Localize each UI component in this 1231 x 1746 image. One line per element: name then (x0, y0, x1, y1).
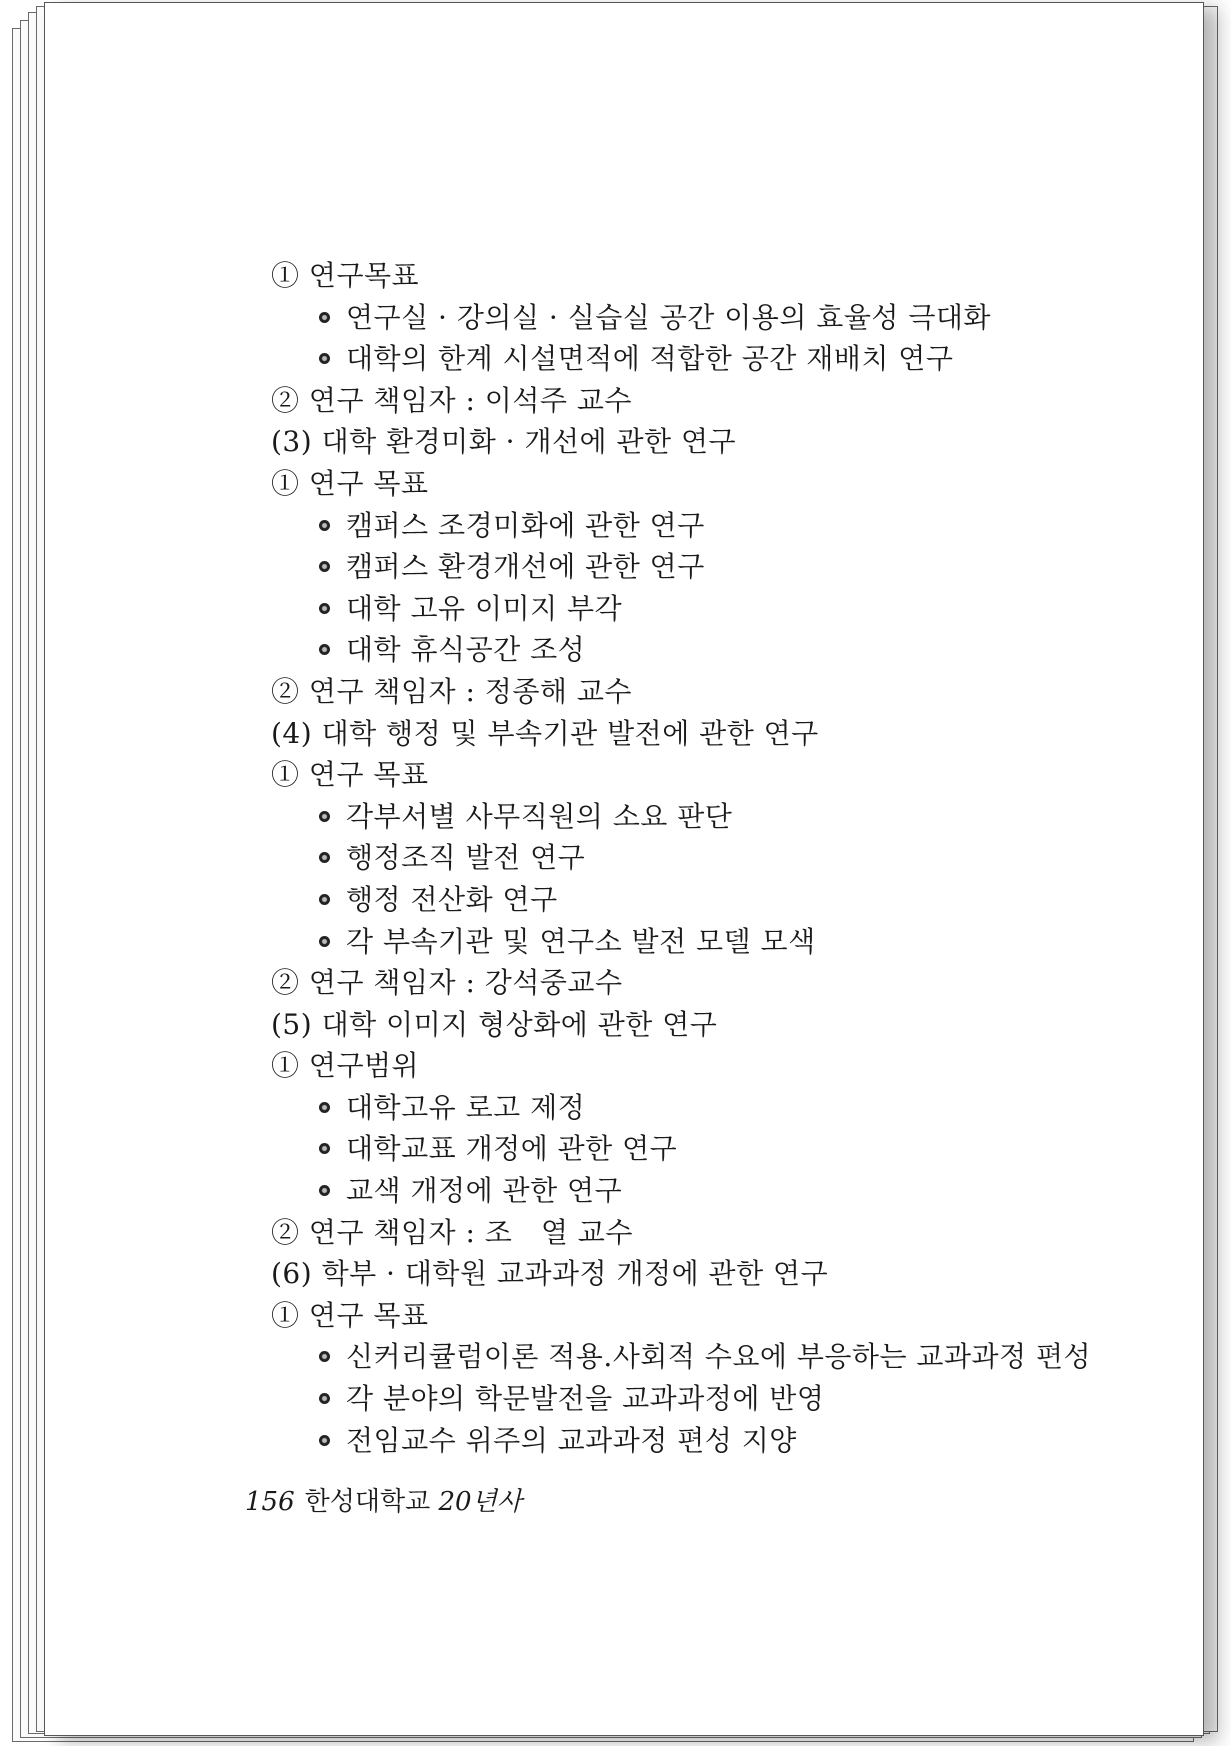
bullet-item (271, 921, 1171, 963)
bullet-item (271, 837, 1171, 879)
outline-heading (271, 1004, 1171, 1046)
page-footer (245, 1481, 522, 1518)
bullet-item (271, 546, 1171, 588)
bullet-item (271, 1087, 1171, 1129)
book-year-label: 20년사 (438, 1487, 522, 1517)
outline-heading (271, 754, 1171, 796)
page-body (271, 255, 1171, 1461)
bullet-item (271, 1420, 1171, 1462)
bullet-item (271, 297, 1171, 339)
line-text: (6) 학부 · 대학원 교과과정 개정에 관한 연구 (271, 1257, 829, 1291)
outline-heading (271, 962, 1171, 1004)
line-text: (4) 대학 행정 및 부속기관 발전에 관한 연구 (271, 716, 819, 750)
bullet-icon (319, 644, 330, 655)
line-text: 각 부속기관 및 연구소 발전 모델 모색 (346, 924, 816, 958)
line-text: ② 연구 책임자 : 이석주 교수 (271, 383, 632, 417)
line-text: (5) 대학 이미지 형상화에 관한 연구 (271, 1007, 718, 1041)
line-text: 캠퍼스 환경개선에 관한 연구 (346, 550, 705, 584)
bullet-icon (319, 936, 330, 947)
line-text: 대학고유 로고 제정 (346, 1090, 586, 1124)
outline-heading (271, 421, 1171, 463)
line-text: ① 연구 목표 (271, 758, 429, 792)
bullet-item (271, 1170, 1171, 1212)
bullet-item (271, 629, 1171, 671)
bullet-icon (319, 1143, 330, 1154)
line-text: 교색 개정에 관한 연구 (346, 1174, 623, 1208)
line-text: ② 연구 책임자 : 정종해 교수 (271, 674, 632, 708)
bullet-icon (319, 520, 330, 531)
bullet-icon (319, 353, 330, 364)
book-title: 한성대학교 (304, 1487, 431, 1517)
outline-heading (271, 671, 1171, 713)
bullet-icon (319, 603, 330, 614)
bullet-item (271, 796, 1171, 838)
line-text: ② 연구 책임자 : 강석중교수 (271, 966, 623, 1000)
outline-heading (271, 1295, 1171, 1337)
bullet-icon (319, 312, 330, 323)
line-text: ② 연구 책임자 : 조 열 교수 (271, 1215, 633, 1249)
line-text: 행정 전산화 연구 (346, 882, 558, 916)
line-text: 대학교표 개정에 관한 연구 (346, 1132, 678, 1166)
page-number: 156 (245, 1487, 295, 1517)
line-text: 전임교수 위주의 교과과정 편성 지양 (346, 1423, 797, 1457)
bullet-icon (319, 894, 330, 905)
line-text: 각 분야의 학문발전을 교과과정에 반영 (346, 1382, 825, 1416)
line-text: 연구실 · 강의실 · 실습실 공간 이용의 효율성 극대화 (346, 300, 991, 334)
line-text: 각부서별 사무직원의 소요 판단 (346, 799, 733, 833)
line-text: 행정조직 발전 연구 (346, 841, 586, 875)
line-text: ① 연구목표 (271, 259, 420, 292)
bullet-icon (319, 1102, 330, 1113)
outline-heading (271, 255, 1171, 297)
document-page (44, 2, 1204, 1736)
bullet-icon (319, 1351, 330, 1362)
outline-heading (271, 380, 1171, 422)
line-text: ① 연구범위 (271, 1049, 420, 1083)
bullet-item (271, 1378, 1171, 1420)
bullet-item (271, 1128, 1171, 1170)
bullet-item (271, 1336, 1171, 1378)
bullet-icon (319, 811, 330, 822)
outline-heading (271, 713, 1171, 755)
outline-heading (271, 1212, 1171, 1254)
line-text: ① 연구 목표 (271, 466, 429, 500)
line-text: 신커리큘럼이론 적용.사회적 수요에 부응하는 교과과정 편성 (346, 1340, 1092, 1374)
bullet-icon (319, 852, 330, 863)
line-text: 캠퍼스 조경미화에 관한 연구 (346, 508, 705, 542)
line-text: 대학의 한계 시설면적에 적합한 공간 재배치 연구 (346, 342, 954, 376)
bullet-icon (319, 1435, 330, 1446)
bullet-item (271, 505, 1171, 547)
line-text: ① 연구 목표 (271, 1298, 429, 1332)
line-text: 대학 고유 이미지 부각 (346, 591, 623, 625)
outline-heading (271, 1045, 1171, 1087)
bullet-item (271, 338, 1171, 380)
line-text: (3) 대학 환경미화 · 개선에 관한 연구 (271, 425, 737, 459)
bullet-icon (319, 561, 330, 572)
outline-heading (271, 463, 1171, 505)
bullet-item (271, 879, 1171, 921)
bullet-icon (319, 1185, 330, 1196)
line-text: 대학 휴식공간 조성 (346, 633, 586, 667)
bullet-icon (319, 1393, 330, 1404)
outline-heading (271, 1253, 1171, 1295)
bullet-item (271, 588, 1171, 630)
